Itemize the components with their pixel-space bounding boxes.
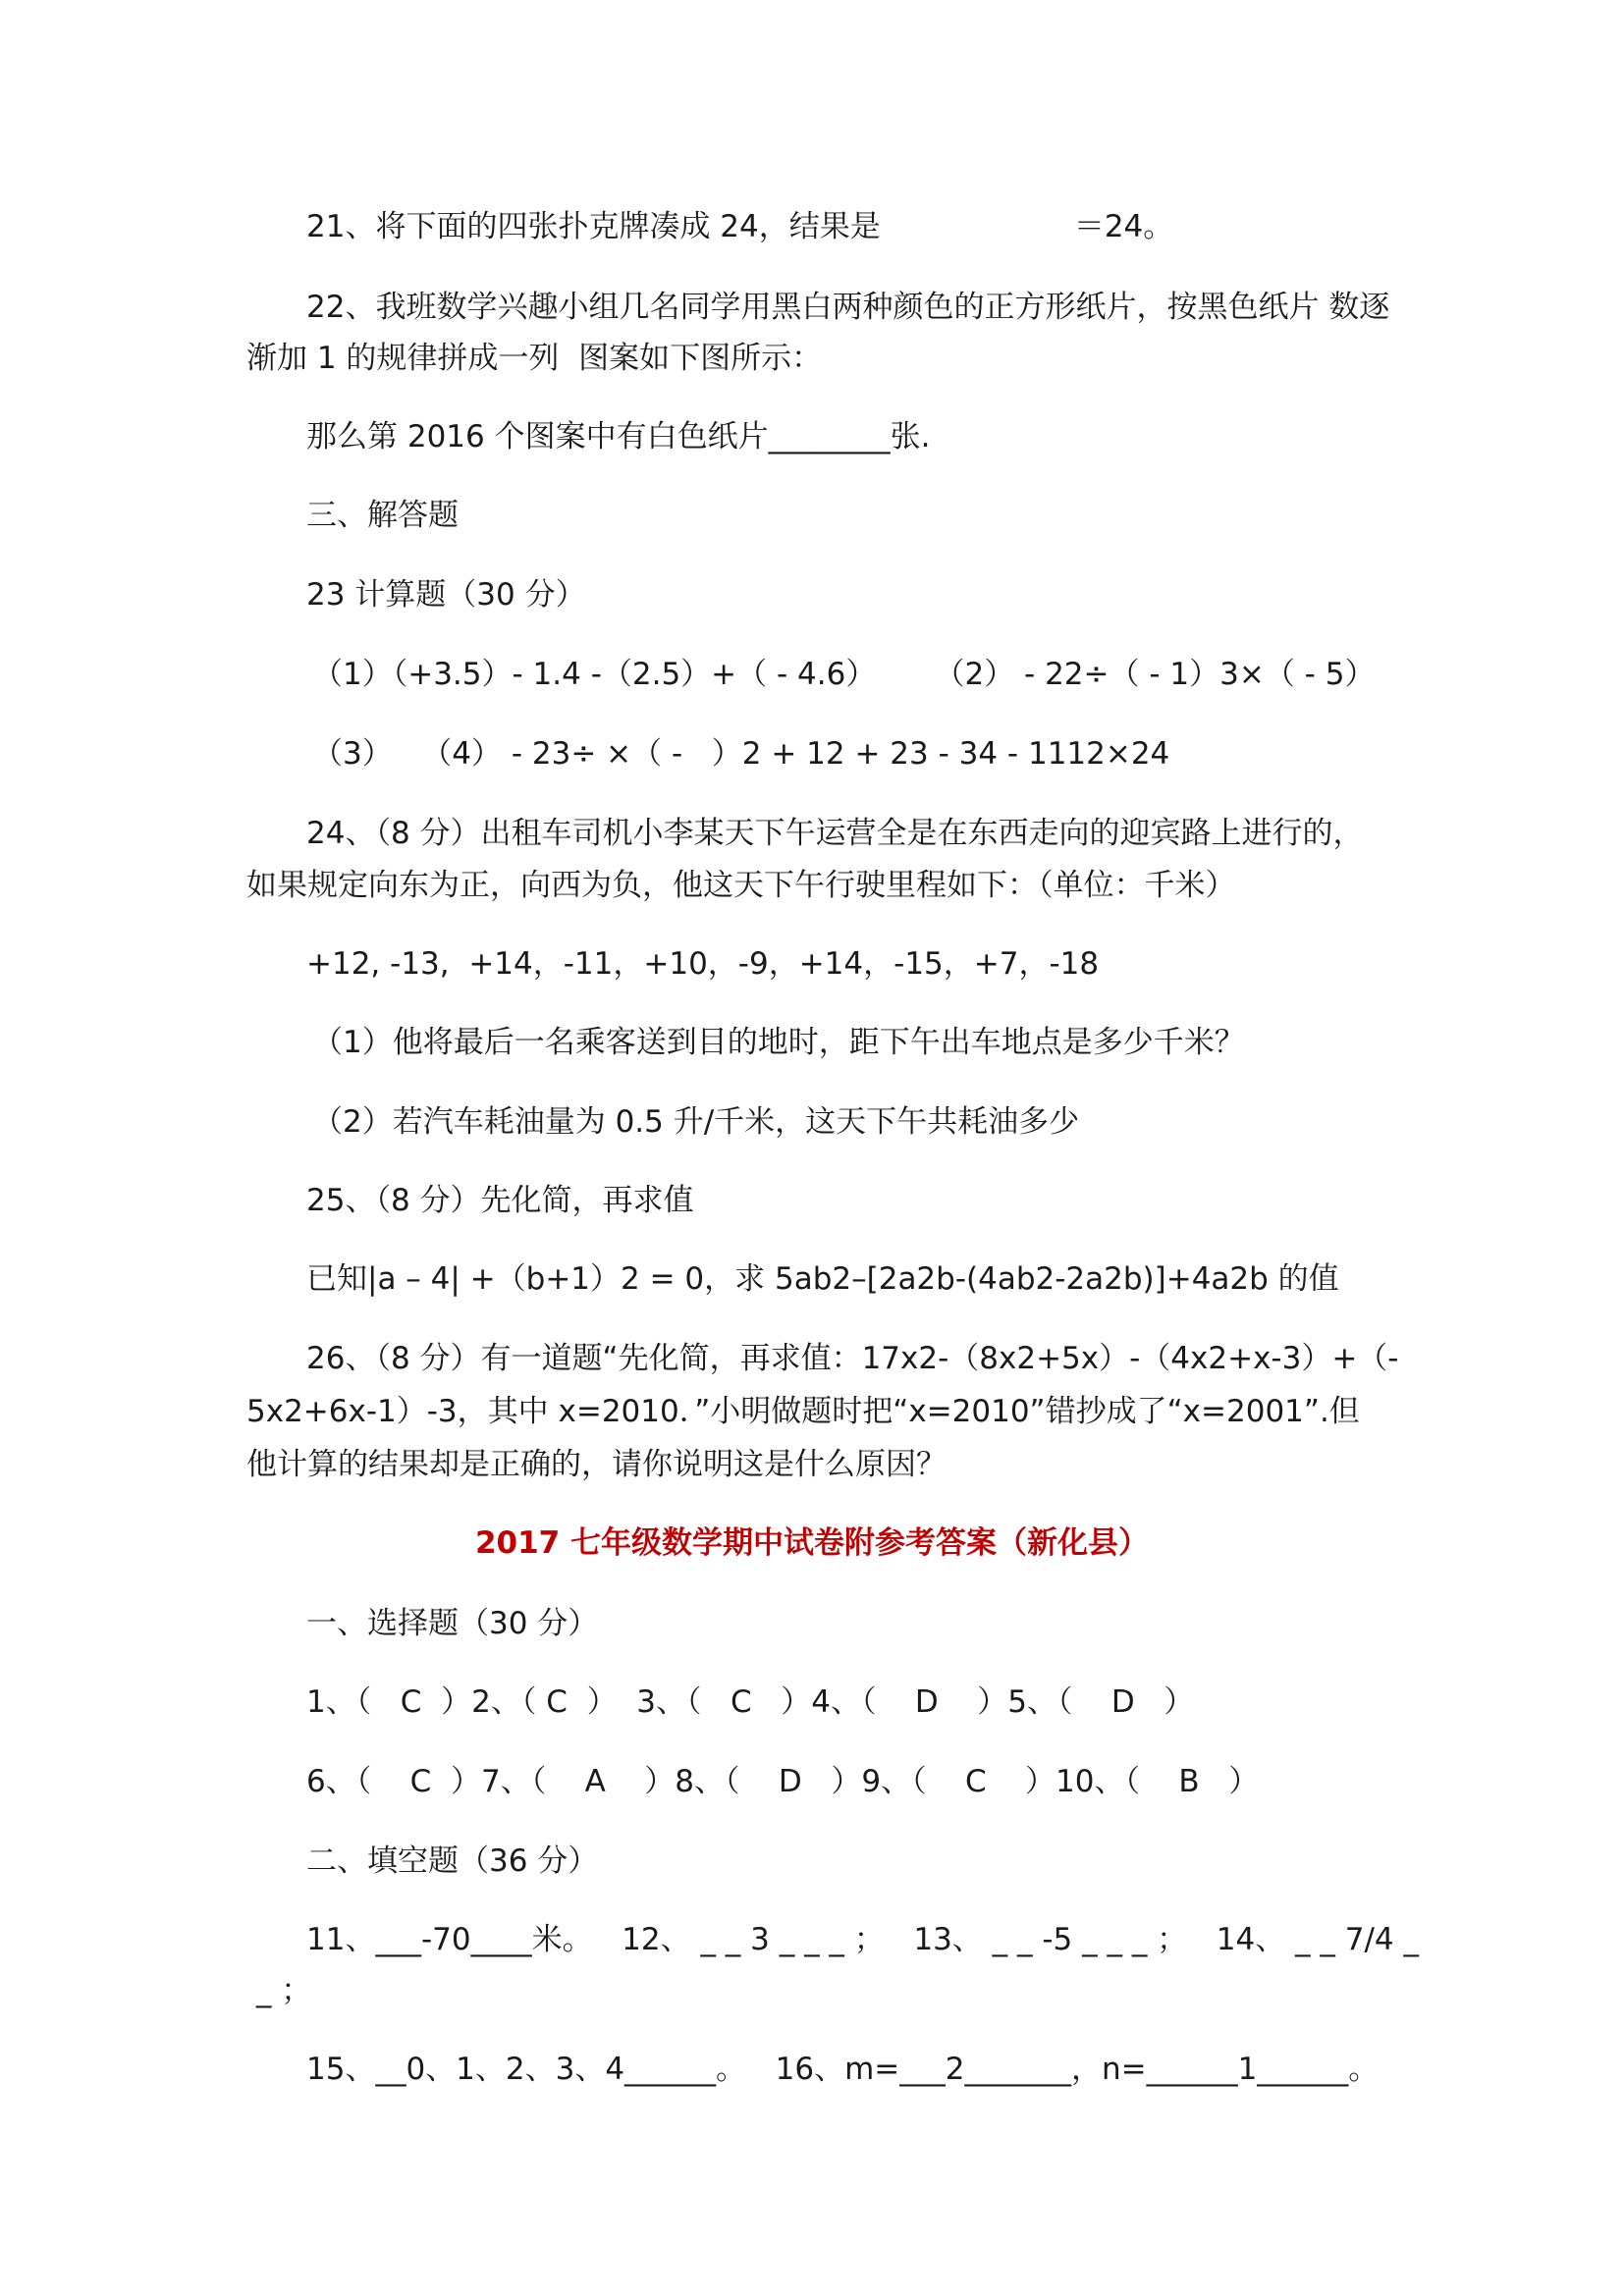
q22-line-3: 那么第 2016 个图案中有白色纸片________张. xyxy=(306,419,931,454)
q23-part-1-2: （1）（+3.5）- 1.4 -（2.5）+（ - 4.6） （2） - 22÷（ - 1）3×（ - 5） xyxy=(312,657,1376,692)
answers-section-1-heading: 一、选择题（30 分） xyxy=(306,1606,599,1641)
q24-part-2: （2）若汽车耗油量为 0.5 升/千米，这天下午共耗油多少 xyxy=(312,1104,1080,1140)
q22-line-1: 22、我班数学兴趣小组几名同学用黑白两种颜色的正方形纸片，按黑色纸片 数逐 xyxy=(306,290,1390,325)
section-3-heading: 三、解答题 xyxy=(306,498,459,533)
answers-fill-row-1-cont: _ ； xyxy=(246,1973,312,2008)
q24-line-2: 如果规定向东为正，向西为负，他这天下午行驶里程如下：（单位：千米） xyxy=(246,868,1236,903)
answers-fill-row-1: 11、___-70____米。 12、 _ _ 3 _ _ _ ； 13、 _ _ -5 _ _ _ ； 14、 _ _ 7/4 _ xyxy=(306,1922,1419,1957)
q23-title: 23 计算题（30 分） xyxy=(306,577,586,613)
answers-mc-row-1: 1、（ C ）2、（ C ） 3、（ C ）4、（ D ）5、（ D ） xyxy=(306,1684,1195,1720)
q26-line-3: 他计算的结果却是正确的，请你说明这是什么原因？ xyxy=(246,1447,947,1482)
q22-line-2: 渐加 1 的规律拼成一列 图案如下图所示： xyxy=(246,341,823,376)
answer-key-heading: 2017 七年级数学期中试卷附参考答案（新化县） xyxy=(474,1525,1150,1561)
q25-body: 已知|a – 4| +（b+1）2 = 0，求 5ab2–[2a2b-(4ab2-2a2b)]+4a2b 的值 xyxy=(306,1261,1339,1297)
q26-line-2: 5x2+6x-1）-3，其中 x=2010．”小明做题时把“x=2010”错抄成了“x=2001”.但 xyxy=(246,1394,1360,1429)
q24-part-1: （1）他将最后一名乘客送到目的地时，距下午出车地点是多少千米？ xyxy=(312,1025,1245,1060)
q24-mileage: +12, -13, +14，-11，+10，-9，+14，-15，+7，-18 xyxy=(306,946,1100,982)
q25-title: 25、（8 分）先化简，再求值 xyxy=(306,1183,694,1218)
q24-line-1: 24、（8 分）出租车司机小李某天下午运营全是在东西走向的迎宾路上进行的， xyxy=(306,816,1364,851)
q21-line: 21、将下面的四张扑克牌凑成 24，结果是 ＝24。 xyxy=(306,209,1174,244)
q26-line-1: 26、（8 分）有一道题“先化简，再求值：17x2-（8x2+5x）-（4x2+x-3）+（- xyxy=(306,1341,1399,1376)
answers-section-2-heading: 二、填空题（36 分） xyxy=(306,1843,599,1879)
q23-part-3-4: （3） （4） - 23÷ ×（ - ）2 + 12 + 23 - 34 - 1112×24 xyxy=(312,736,1170,772)
answers-fill-row-2: 15、__0、1、2、3、4______。 16、m=___2_______，n=______1______。 xyxy=(306,2052,1380,2087)
answers-mc-row-2: 6、（ C ）7、（ A ）8、（ D ）9、（ C ）10、（ B ） xyxy=(306,1764,1260,1799)
